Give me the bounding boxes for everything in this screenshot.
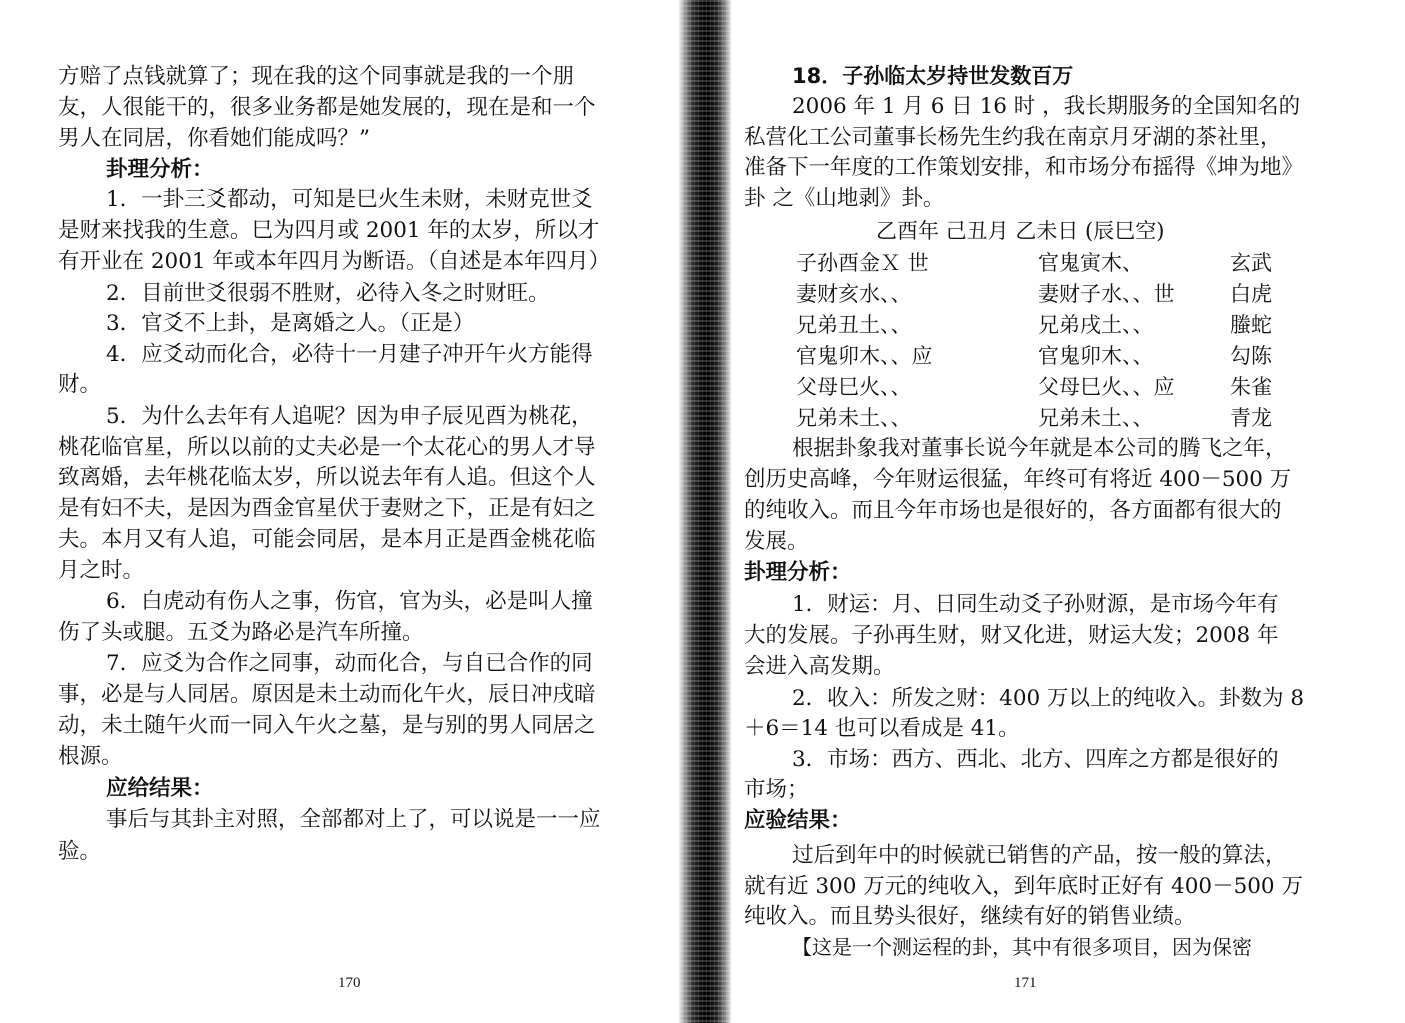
text-line: 就有近 300 万元的纯收入，到年底时正好有 400－500 万 [744,874,1303,899]
six-spirit-label: 白虎 [1230,282,1272,306]
text-line: 纯收入。而且势头很好，继续有好的销售业绩。 [744,904,1196,929]
text-line: 2006 年 1 月 6 日 16 时 ，我长期服务的全国知名的 [792,94,1301,119]
text-line: 准备下一年度的工作策划安排，和市场分布摇得《坤为地》 [744,155,1304,180]
text-line: 1．财运：月、日同生动爻子孙财源，是市场今年有 [792,592,1279,617]
text-line: 是有妇不夫，是因为酉金官星伏于妻财之下，正是有妇之 [58,496,596,521]
text-line: 市场； [744,777,809,802]
text-line: 动，未土随午火而一同入午火之墓，是与别的男人同居之 [58,713,596,738]
text-line: 2．收入：所发之财：400 万以上的纯收入。卦数为 8 [792,686,1305,711]
six-spirit-label: 勾陈 [1230,344,1272,368]
text-line: 根源。 [58,744,123,769]
hexagram-line-right: 官鬼卯木、、 [1038,344,1154,368]
hexagram-line-right: 兄弟未土、、 [1038,406,1154,430]
text-line: 财。 [58,372,102,397]
text-line: 事，必是与人同居。原因是未土动而化午火，辰日冲戌暗 [58,682,596,707]
text-line: 过后到年中的时候就已销售的产品，按一般的算法， [792,843,1287,868]
book-spine-shadow [678,0,732,1023]
text-line: 卦 之《山地剥》卦。 [744,186,945,211]
text-line: 方赔了点钱就算了；现在我的这个同事就是我的一个朋 [58,64,575,89]
text-line: 事后与其卦主对照，全部都对上了，可以说是一一应 [106,807,601,832]
hexagram-line-left: 兄弟丑土、、 [796,313,912,337]
page-number: 170 [338,975,361,991]
section-heading: 卦理分析： [744,560,852,585]
section-heading: 应验结果： [744,808,852,833]
article-title: 18．子孙临太岁持世发数百万 [792,64,1074,88]
section-heading: 卦理分析： [106,157,214,182]
text-line: 桃花临官星，所以以前的丈夫必是一个太花心的男人才导 [58,435,596,460]
text-line: 私营化工公司董事长杨先生约我在南京月牙湖的茶社里， [744,125,1282,150]
text-line: 男人在同居，你看她们能成吗？” [58,126,370,151]
six-spirit-label: 青龙 [1230,406,1272,430]
text-line: 友，人很能干的，很多业务都是她发展的，现在是和一个 [58,95,596,120]
hexagram-line-right: 父母巳火、、应 [1038,375,1175,399]
six-spirit-label: 玄武 [1230,251,1272,275]
text-line: 5．为什么去年有人追呢？因为申子辰见酉为桃花， [106,404,593,429]
page-number: 171 [1014,975,1037,991]
text-line: 7．应爻为合作之同事，动而化合，与自已合作的同 [106,651,593,676]
text-line: 验。 [58,839,102,864]
text-line: 的纯收入。而且今年市场也是很好的，各方面都有很大的 [744,498,1282,523]
text-line: 发展。 [744,529,809,554]
text-line: 【这是一个测运程的卦，其中有很多项目，因为保密 [792,935,1252,959]
hexagram-line-left: 父母巳火、、 [796,375,912,399]
text-line: 月之时。 [58,558,145,583]
hexagram-line-left: 妻财亥水、、 [796,282,912,306]
left-page [0,0,680,1023]
six-spirit-label: 螣蛇 [1230,313,1272,337]
text-line: 1．一卦三爻都动，可知是巳火生未财，未财克世爻 [106,187,593,212]
text-line: 夫。本月又有人追，可能会同居，是本月正是酉金桃花临 [58,527,596,552]
section-heading: 应给结果： [106,776,214,801]
text-line: 致离婚，去年桃花临太岁，所以说去年有人追。但这个人 [58,465,596,490]
text-line: 大的发展。子孙再生财，财又化进，财运大发；2008 年 [744,623,1279,648]
text-line: ＋6＝14 也可以看成是 41。 [744,716,1020,741]
date-header: 乙酉年 己丑月 乙未日 (辰巳空) [876,219,1165,243]
hexagram-line-right: 官鬼寅木、 [1038,251,1143,275]
text-line: 会进入高发期。 [744,654,895,679]
text-line: 有开业在 2001 年或本年四月为断语。（自述是本年四月） [58,249,611,274]
hexagram-line-right: 妻财子水、、世 [1038,282,1175,306]
text-line: 伤了头或腿。五爻为路必是汽车所撞。 [58,620,424,645]
right-page [730,0,1405,1023]
hexagram-line-left: 子孙酉金Ｘ 世 [796,251,929,275]
six-spirit-label: 朱雀 [1230,375,1272,399]
hexagram-line-left: 官鬼卯木、、应 [796,344,933,368]
hexagram-line-right: 兄弟戌土、、 [1038,313,1154,337]
text-line: 是财来找我的生意。巳为四月或 2001 年的太岁，所以才 [58,218,600,243]
text-line: 3．官爻不上卦，是离婚之人。（正是） [106,311,475,336]
text-line: 4．应爻动而化合，必待十一月建子冲开午火方能得 [106,342,593,367]
text-line: 6．白虎动有伤人之事，伤官，官为头，必是叫人撞 [106,589,593,614]
text-line: 2．目前世爻很弱不胜财，必待入冬之时财旺。 [106,281,550,306]
hexagram-line-left: 兄弟未土、、 [796,406,912,430]
text-line: 根据卦象我对董事长说今年就是本公司的腾飞之年， [792,436,1287,461]
text-line: 创历史高峰，今年财运很猛，年终可有将近 400－500 万 [744,467,1292,492]
text-line: 3．市场：西方、西北、北方、四库之方都是很好的 [792,747,1279,772]
